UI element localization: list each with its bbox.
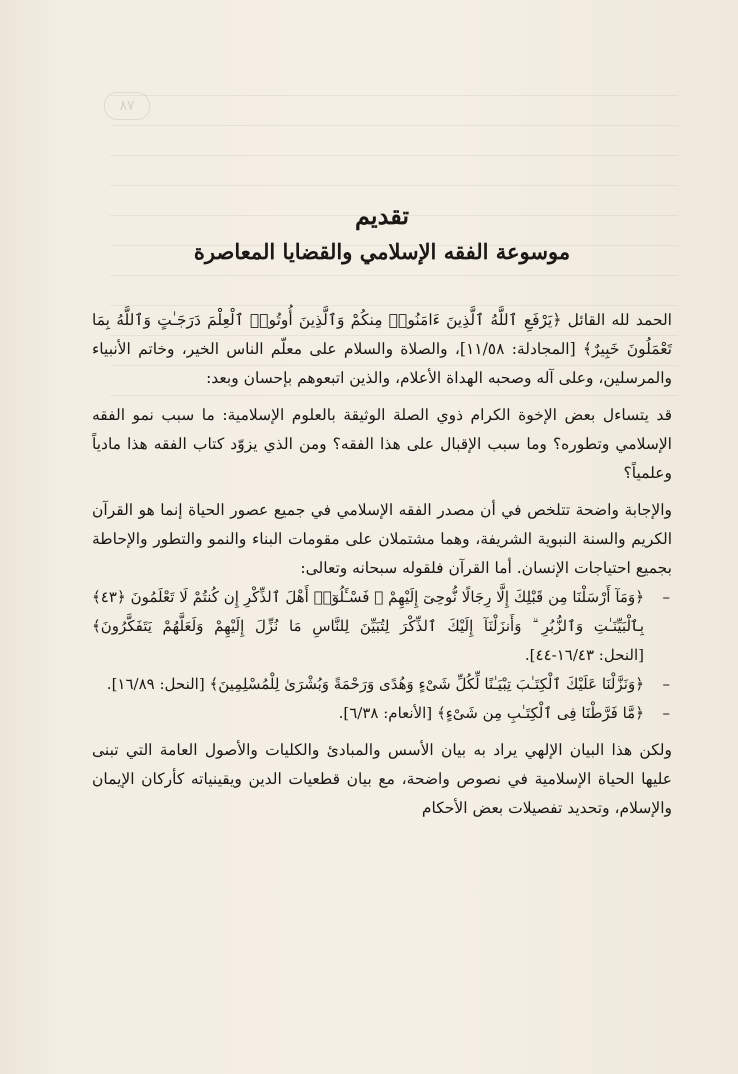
answer-paragraph: والإجابة واضحة تتلخص في أن مصدر الفقه الإسلامي في جميع عصور الحياة إنما هو القرآن الكريم والسنة النبوية الشريفة، وهما مشتملان على مقومات البناء والنمو والتطور والإحاطة بجميع احتياجات الإنسان. أما القرآن فلقوله سبحانه وتعالى: xyxy=(92,501,672,577)
verse-text: ﴿وَنَزَّلْنَا عَلَيْكَ ٱلْكِتَـٰبَ تِبْيَـٰنًا لِّكُلِّ شَىْءٍ وَهُدًى وَرَحْمَةً وَبُشْرَىٰ لِلْمُسْلِمِينَ﴾ xyxy=(209,675,644,693)
verse-text: ﴿وَمَآ أَرْسَلْنَا مِن قَبْلِكَ إِلَّا رِجَالًا نُّوحِىٓ إِلَيْهِمْ ۚ فَسْـَٔلُوٓا۟ أَهْلَ ٱلذِّكْرِ إِن كُنتُمْ لَا تَعْلَمُونَ ﴿٤٣﴾ بِٱلْبَيِّنَـٰتِ وَٱلزُّبُرِ ۗ وَأَنزَلْنَآ إِلَيْكَ ٱلذِّكْرَ لِتُبَيِّنَ لِلنَّاسِ مَا نُزِّلَ إِلَيْهِمْ وَلَعَلَّهُمْ يَتَفَكَّرُونَ﴾ xyxy=(92,588,644,635)
question-paragraph: قد يتساءل بعض الإخوة الكرام ذوي الصلة الوثيقة بالعلوم الإسلامية: ما سبب نمو الفقه الإسلامي وتطوره؟ وما سبب الإقبال على هذا الفقه؟ ومن الذي يزوّد كتاب الفقه هذا مادياً وعلمياً؟ xyxy=(92,406,672,482)
section-subtitle: موسوعة الفقه الإسلامي والقضايا المعاصرة xyxy=(193,239,571,264)
paragraph-gap xyxy=(92,488,672,496)
verse-reference: [الأنعام: ٦/٣٨]. xyxy=(338,704,433,722)
verse-item-2 xyxy=(92,670,672,699)
verse-reference: [النحل: ١٦/٤٣-٤٤]. xyxy=(524,646,644,664)
closing-paragraph: ولكن هذا البيان الإلهي يراد به بيان الأسس والمبادئ والكليات والأصول العامة التي تبنى عليها الحياة الإسلامية في نصوص واضحة، مع بيان قطعيات الدين ويقينياته كأركان الإيمان والإسلام، وتحديد تفصيلات بعض الأحكام xyxy=(92,741,672,817)
section-title: تقديم xyxy=(354,201,410,230)
ghost-page-number: ٨٧ xyxy=(104,92,150,120)
intro-paragraph: الحمد لله القائل ﴿يَرْفَعِ ٱللَّهُ ٱلَّذِينَ ءَامَنُوا۟ مِنكُمْ وَٱلَّذِينَ أُوتُوا۟ ٱلْعِلْمَ دَرَجَـٰتٍ وَٱللَّهُ بِمَا تَعْمَلُونَ خَبِيرٌ﴾ [المجادلة: ١١/٥٨]، والصلاة والسلام على معلّم الناس الخير، وخاتم الأنبياء والمرسلين، وعلى آله وصحبه الهداة الأعلام، والذين اتبعوهم بإحسان وبعد: xyxy=(92,311,672,387)
paragraph-gap xyxy=(92,393,672,401)
verse-text: ﴿مَّا فَرَّطْنَا فِى ٱلْكِتَـٰبِ مِن شَىْءٍ﴾ xyxy=(436,704,644,722)
verse-item-3 xyxy=(92,699,672,728)
verse-item-1 xyxy=(92,583,672,670)
verse-reference: [النحل: ١٦/٨٩]. xyxy=(106,675,205,693)
page-content xyxy=(92,198,672,823)
paragraph-gap xyxy=(92,728,672,736)
